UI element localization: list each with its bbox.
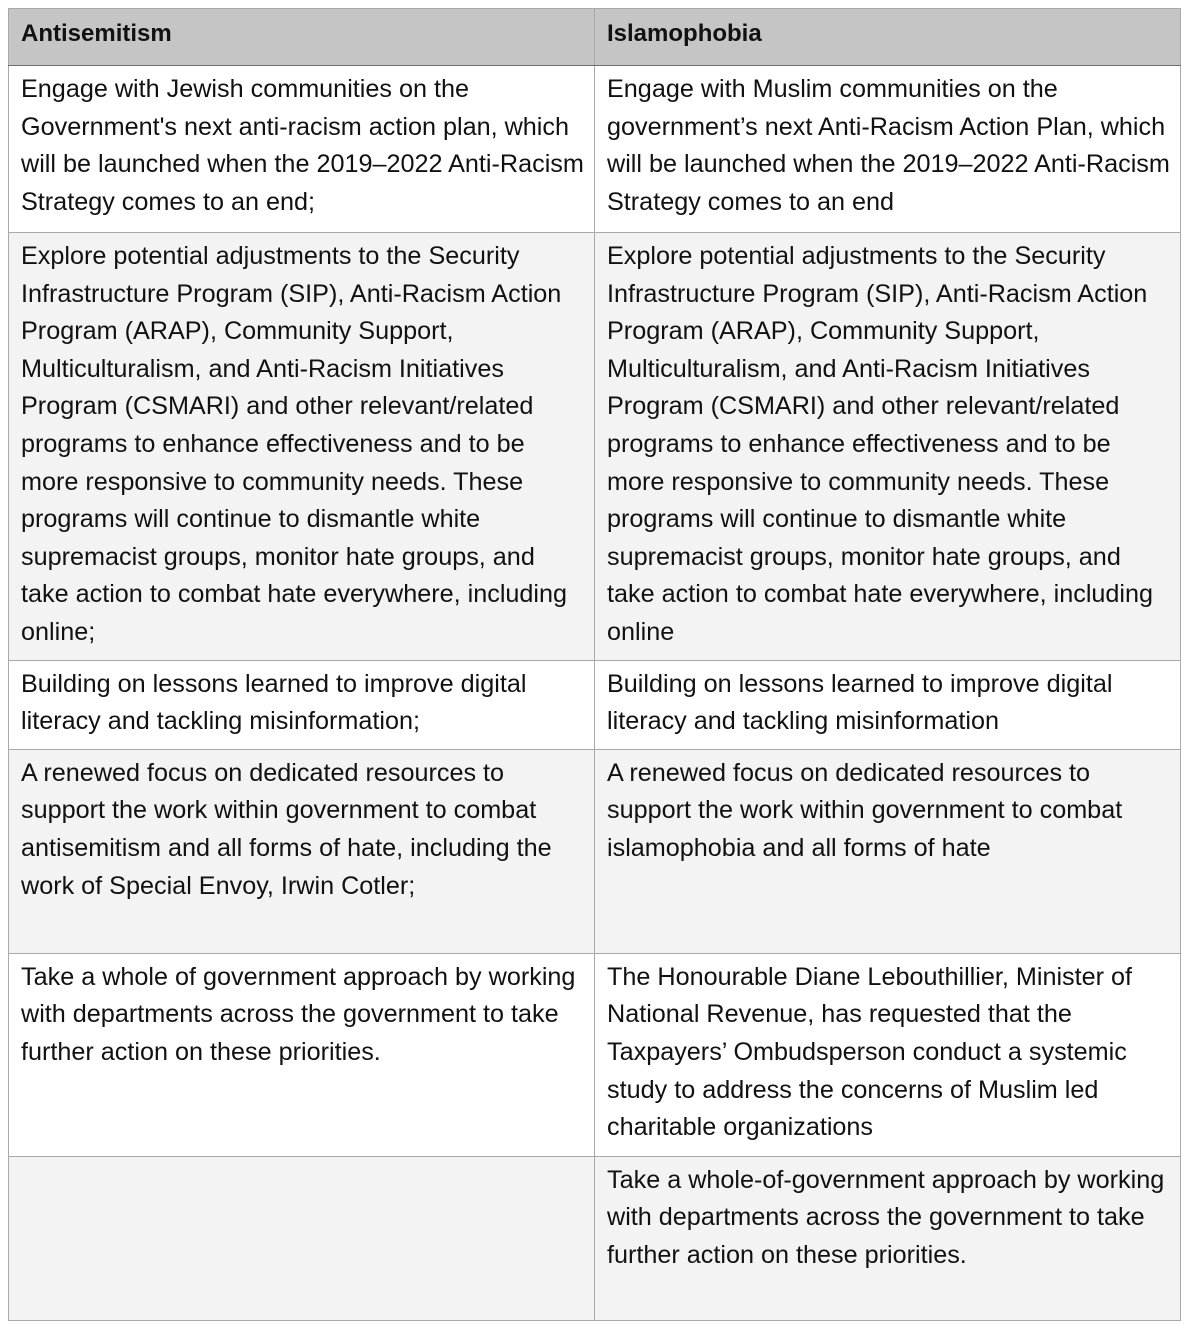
- table-row: [9, 233, 1181, 661]
- cell-antisemitism: Take a whole of government approach by working with departments across the government to take further action on these priorities.: [9, 953, 595, 1156]
- table-row: [9, 749, 1181, 953]
- cell-antisemitism: Explore potential adjustments to the Security Infrastructure Program (SIP), Anti-Racism Action Program (ARAP), Community Support, Multiculturalism, and Anti-Racism Initiatives Program (CSMARI) and other relevant/related programs to enhance effectiveness and to be more responsive to community needs. These programs will continue to dismantle white supremacist groups, monitor hate groups, and take action to combat hate everywhere, including online;: [9, 233, 595, 661]
- cell-antisemitism: Building on lessons learned to improve digital literacy and tackling misinformation;: [9, 660, 595, 749]
- cell-antisemitism-empty: [9, 1156, 595, 1320]
- cell-islamophobia: Building on lessons learned to improve digital literacy and tackling misinformation: [595, 660, 1181, 749]
- cell-islamophobia: Take a whole-of-government approach by working with departments across the government to take further action on these priorities.: [595, 1156, 1181, 1320]
- table-row: [9, 66, 1181, 233]
- cell-islamophobia: A renewed focus on dedicated resources to support the work within government to combat islamophobia and all forms of hate: [595, 749, 1181, 953]
- table-row: [9, 953, 1181, 1156]
- header-antisemitism: Antisemitism: [9, 9, 595, 66]
- table-row: [9, 1156, 1181, 1320]
- cell-islamophobia: The Honourable Diane Lebouthillier, Minister of National Revenue, has requested that the Taxpayers’ Ombudsperson conduct a systemic study to address the concerns of Muslim led charitable organizations: [595, 953, 1181, 1156]
- cell-antisemitism: Engage with Jewish communities on the Government's next anti-racism action plan, which will be launched when the 2019–2022 Anti-Racism Strategy comes to an end;: [9, 66, 595, 233]
- header-islamophobia: Islamophobia: [595, 9, 1181, 66]
- cell-antisemitism: A renewed focus on dedicated resources to support the work within government to combat antisemitism and all forms of hate, including the work of Special Envoy, Irwin Cotler;: [9, 749, 595, 953]
- comparison-table: [8, 8, 1181, 1321]
- cell-islamophobia: Engage with Muslim communities on the government’s next Anti-Racism Action Plan, which will be launched when the 2019–2022 Anti-Racism Strategy comes to an end: [595, 66, 1181, 233]
- cell-islamophobia: Explore potential adjustments to the Security Infrastructure Program (SIP), Anti-Racism Action Program (ARAP), Community Support, Multiculturalism, and Anti-Racism Initiatives Program (CSMARI) and other relevant/related programs to enhance effectiveness and to be more responsive to community needs. These programs will continue to dismantle white supremacist groups, monitor hate groups, and take action to combat hate everywhere, including online: [595, 233, 1181, 661]
- header-row: [9, 9, 1181, 66]
- table-row: [9, 660, 1181, 749]
